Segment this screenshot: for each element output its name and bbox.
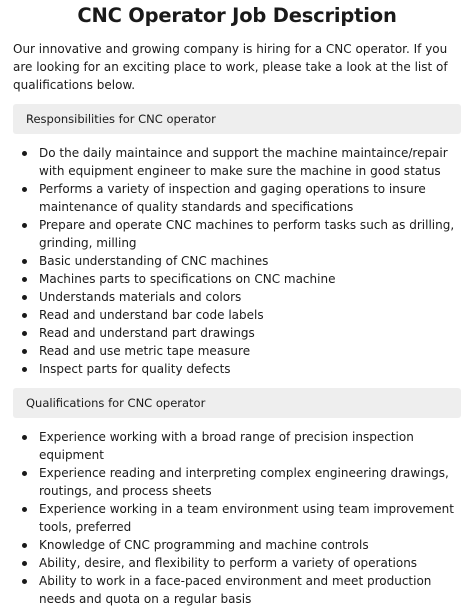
bullet-icon (22, 435, 27, 440)
list-item (13, 288, 461, 306)
list-item-text: Experience reading and interpreting complex engineering drawings, routings, and process sheets (39, 466, 449, 498)
responsibilities-heading: Responsibilities for CNC operator (13, 104, 461, 134)
list-item-text: Ability to work in a face-paced environment and meet production needs and quota on a regular basis (39, 574, 432, 606)
bullet-icon (22, 367, 27, 372)
bullet-icon (22, 223, 27, 228)
bullet-icon (22, 543, 27, 548)
list-item-text: Do the daily maintaince and support the machine maintaince/repair with equipment engineer to make sure the machine in good status (39, 146, 448, 178)
list-item (13, 216, 461, 252)
list-item (13, 500, 461, 536)
list-item (13, 270, 461, 288)
intro-paragraph: Our innovative and growing company is hiring for a CNC operator. If you are looking for an exciting place to work, please take a look at the list of qualifications below. (13, 42, 448, 92)
bullet-icon (22, 259, 27, 264)
list-item-text: Machines parts to specifications on CNC machine (39, 272, 336, 286)
bullet-icon (22, 579, 27, 584)
list-item-text: Inspect parts for quality defects (39, 362, 231, 376)
list-item (13, 252, 461, 270)
bullet-icon (22, 187, 27, 192)
qualifications-heading: Qualifications for CNC operator (13, 388, 461, 418)
bullet-icon (22, 277, 27, 282)
list-item (13, 572, 461, 608)
list-item (13, 180, 461, 216)
list-item-text: Performs a variety of inspection and gaging operations to insure maintenance of quality standards and specifications (39, 182, 426, 214)
bullet-icon (22, 471, 27, 476)
list-item (13, 464, 461, 500)
qualifications-list (13, 428, 461, 608)
responsibilities-list (13, 144, 461, 378)
list-item-text: Read and understand bar code labels (39, 308, 264, 322)
bullet-icon (22, 331, 27, 336)
list-item (13, 306, 461, 324)
page-title: CNC Operator Job Description (77, 4, 397, 27)
bullet-icon (22, 151, 27, 156)
bullet-icon (22, 295, 27, 300)
list-item (13, 342, 461, 360)
list-item (13, 324, 461, 342)
list-item (13, 144, 461, 180)
list-item (13, 428, 461, 464)
list-item-text: Ability, desire, and flexibility to perform a variety of operations (39, 556, 418, 570)
list-item-text: Read and understand part drawings (39, 326, 255, 340)
bullet-icon (22, 507, 27, 512)
list-item (13, 554, 461, 572)
bullet-icon (22, 313, 27, 318)
list-item-text: Experience working with a broad range of precision inspection equipment (39, 430, 414, 462)
bullet-icon (22, 561, 27, 566)
list-item-text: Read and use metric tape measure (39, 344, 251, 358)
list-item-text: Knowledge of CNC programming and machine controls (39, 538, 369, 552)
bullet-icon (22, 349, 27, 354)
list-item-text: Experience working in a team environment using team improvement tools, preferred (39, 502, 454, 534)
list-item-text: Prepare and operate CNC machines to perform tasks such as drilling, grinding, milling (39, 218, 455, 250)
list-item (13, 536, 461, 554)
list-item (13, 360, 461, 378)
list-item-text: Basic understanding of CNC machines (39, 254, 269, 268)
list-item-text: Understands materials and colors (39, 290, 242, 304)
